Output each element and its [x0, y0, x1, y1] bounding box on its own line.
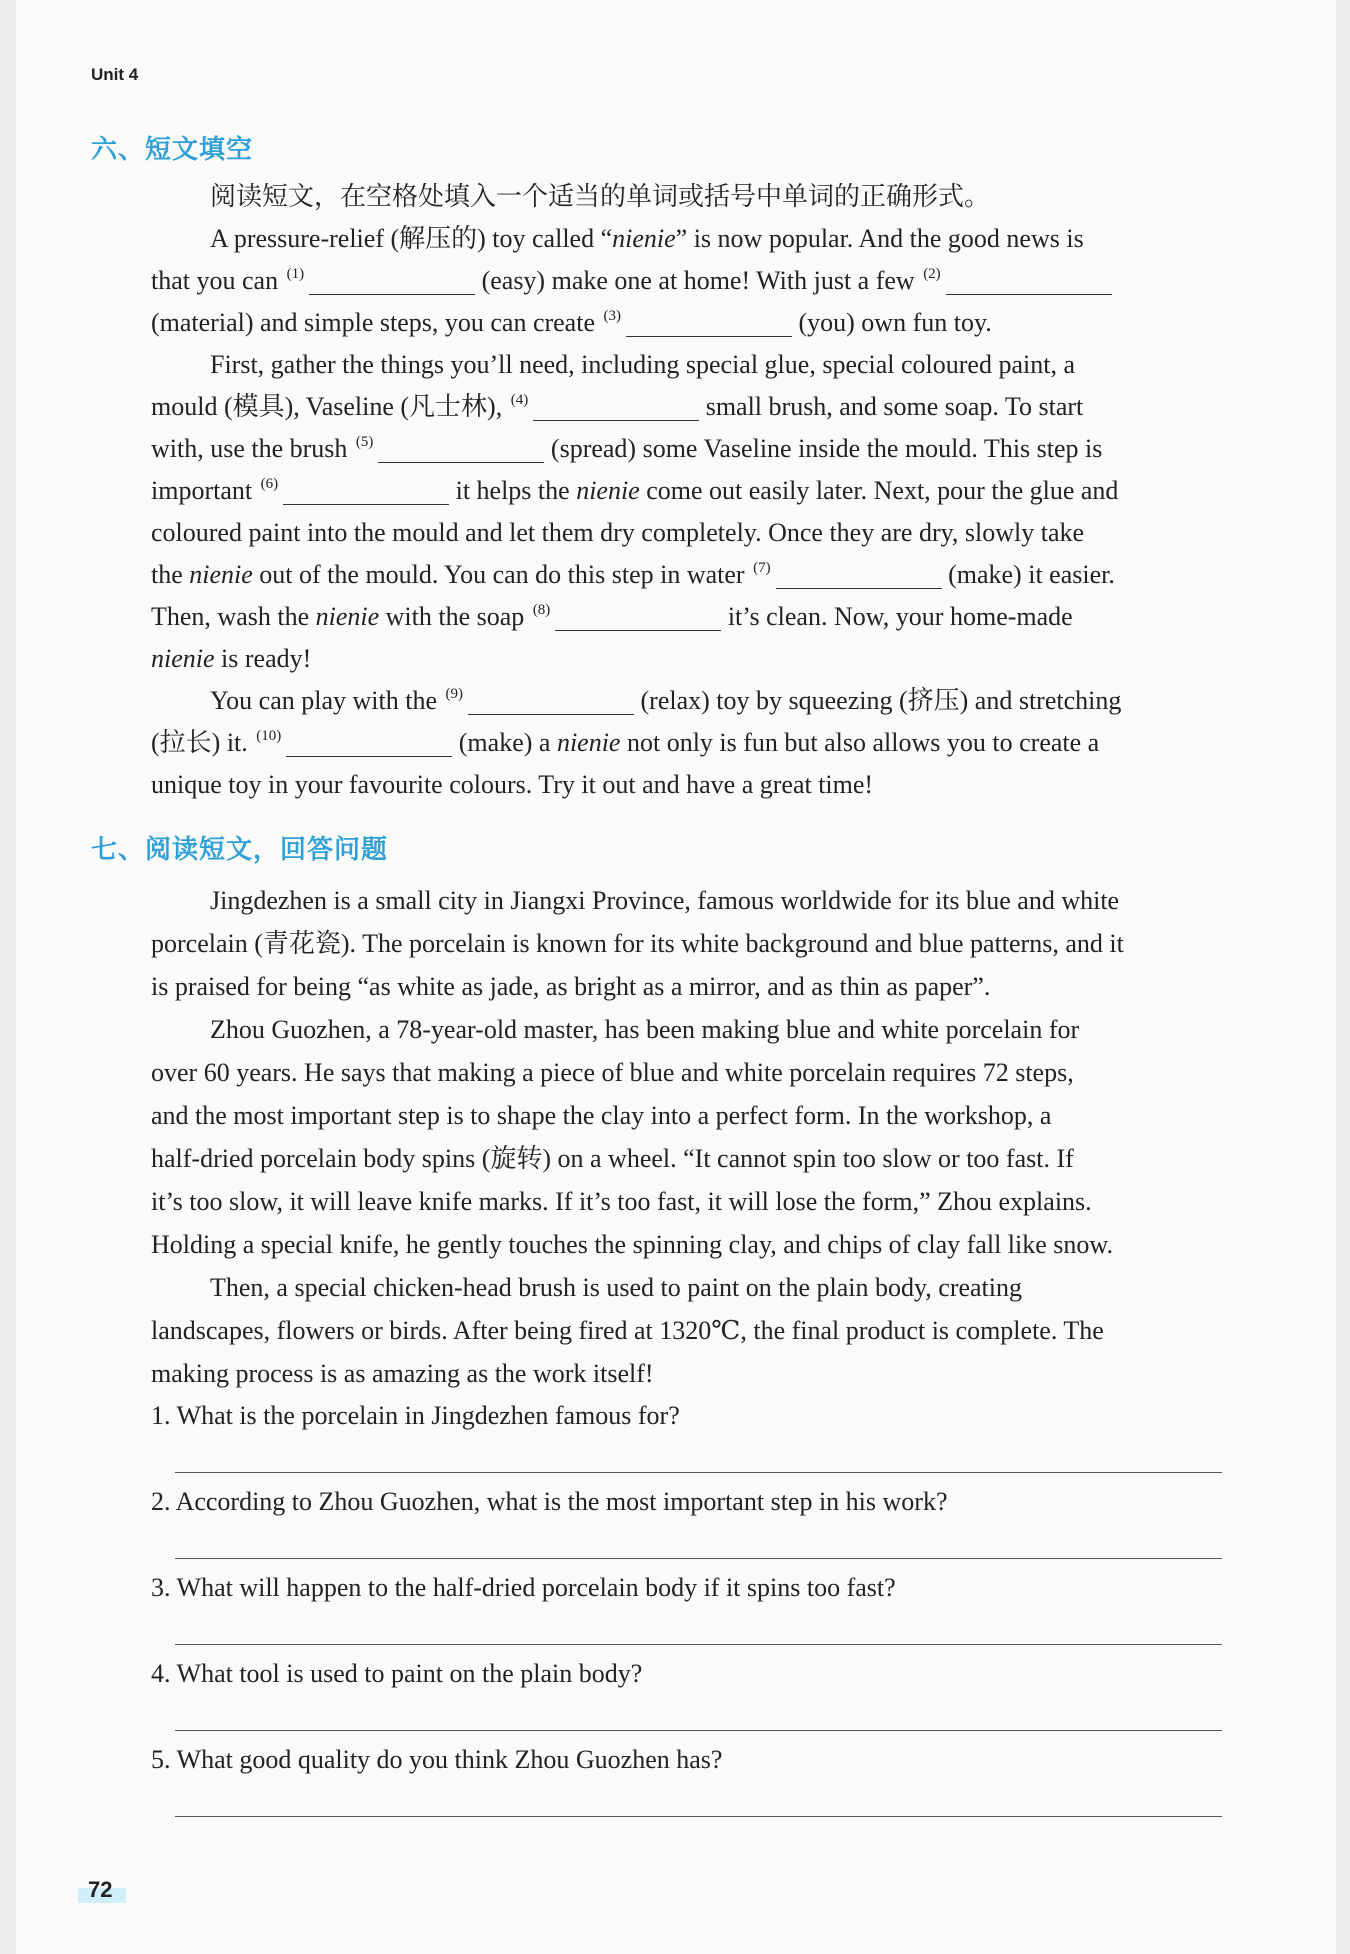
text-segment: small brush, and some soap. To start — [699, 392, 1084, 421]
text-segment: is ready! — [214, 644, 312, 673]
answer-blank — [309, 274, 475, 295]
text-segment: A pressure-relief (解压的) toy called “ — [210, 224, 613, 253]
numbered-blank — [259, 476, 450, 505]
unit-label: Unit 4 — [91, 65, 139, 84]
passage-line — [151, 680, 1271, 722]
text-segment: that you can — [151, 266, 285, 295]
text-segment: First, gather the things you’ll need, including special glue, special coloured paint, a — [210, 350, 1075, 379]
page-number: 72 — [88, 1877, 113, 1902]
text-segment: (make) a — [452, 728, 557, 757]
question-list — [151, 1394, 1251, 1824]
cloze-paragraph — [151, 680, 1271, 806]
question-item — [151, 1566, 1251, 1652]
text-segment: with, use the brush — [151, 434, 354, 463]
text-segment: unique toy in your favourite colours. Try it out and have a great time! — [151, 770, 874, 799]
numbered-blank — [601, 308, 792, 337]
answer-line — [175, 1472, 1222, 1473]
text-segment: (拉长) it. — [151, 728, 255, 757]
text-segment: (make) it easier. — [941, 560, 1115, 589]
text-segment: (relax) toy by squeezing (挤压) and stretching — [634, 686, 1122, 715]
numbered-blank — [254, 728, 452, 757]
blank-number: (2) — [923, 266, 941, 282]
numbered-blank — [531, 602, 722, 631]
blank-number: (4) — [510, 392, 529, 408]
passage-line — [151, 638, 1271, 680]
question-text: 1. What is the porcelain in Jingdezhen famous for? — [151, 1401, 680, 1430]
section-heading-reading: 七、阅读短文，回答问题 — [91, 835, 389, 865]
passage-line: it’s too slow, it will leave knife marks. If it’s too fast, it will lose the form,” Zhou explains. — [151, 1187, 1092, 1216]
text-segment: mould (模具), Vaseline (凡士林), — [151, 392, 509, 421]
text-segment: (easy) make one at home! With just a few — [475, 266, 922, 295]
answer-blank — [626, 316, 792, 337]
italic-word: nienie — [612, 224, 676, 253]
passage-line — [151, 722, 1271, 764]
numbered-blank — [509, 392, 700, 421]
cloze-paragraph — [151, 344, 1271, 680]
numbered-blank — [921, 266, 1112, 295]
question-item — [151, 1652, 1251, 1738]
cloze-paragraph — [151, 218, 1271, 344]
text-segment: not only is fun but also allows you to create a — [620, 728, 1100, 757]
text-segment: it helps the — [449, 476, 577, 505]
question-item — [151, 1480, 1251, 1566]
italic-word: nienie — [189, 560, 253, 589]
question-text: 5. What good quality do you think Zhou Guozhen has? — [151, 1745, 723, 1774]
passage-line: half-dried porcelain body spins (旋转) on a wheel. “It cannot spin too slow or too fast. If — [151, 1144, 1074, 1173]
text-segment: (you) own fun toy. — [791, 308, 992, 337]
question-text: 3. What will happen to the half-dried porcelain body if it spins too fast? — [151, 1573, 896, 1602]
passage-line — [151, 428, 1271, 470]
numbered-blank — [444, 686, 635, 715]
answer-blank — [776, 568, 942, 589]
question-item — [151, 1394, 1251, 1480]
text-segment: You can play with the — [210, 686, 444, 715]
blank-number: (7) — [753, 560, 771, 576]
passage-line — [151, 218, 1271, 260]
blank-number: (3) — [603, 308, 621, 324]
answer-blank — [946, 274, 1112, 295]
answer-blank — [555, 610, 721, 631]
passage-line — [151, 302, 1271, 344]
question-text: 4. What tool is used to paint on the plain body? — [151, 1659, 643, 1688]
answer-line — [175, 1730, 1222, 1731]
passage-line — [151, 764, 1271, 806]
answer-line — [175, 1644, 1222, 1645]
blank-number: (6) — [260, 476, 279, 492]
passage-line: Holding a special knife, he gently touches the spinning clay, and chips of clay fall like snow. — [151, 1230, 1113, 1259]
italic-word: nienie — [315, 602, 380, 631]
blank-number: (5) — [355, 434, 374, 450]
blank-number: (10) — [256, 728, 282, 744]
passage-line: landscapes, flowers or birds. After being fired at 1320℃, the final product is complete. The — [151, 1316, 1104, 1345]
reading-paragraph — [151, 1266, 1271, 1395]
blank-number: (1) — [286, 266, 305, 282]
passage-line: is praised for being “as white as jade, as bright as a mirror, and as thin as paper”. — [151, 972, 991, 1001]
passage-line — [151, 596, 1271, 638]
answer-blank — [378, 442, 544, 463]
cloze-instruction: 阅读短文，在空格处填入一个适当的单词或括号中单词的正确形式。 — [210, 182, 991, 211]
blank-number: (8) — [532, 602, 551, 618]
passage-line: over 60 years. He says that making a piece of blue and white porcelain requires 72 steps, — [151, 1058, 1074, 1087]
passage-line: porcelain (青花瓷). The porcelain is known for its white background and blue patterns, and it — [151, 929, 1124, 958]
passage-line: Jingdezhen is a small city in Jiangxi Province, famous worldwide for its blue and white — [210, 886, 1120, 915]
italic-word: nienie — [151, 644, 215, 673]
italic-word: nienie — [556, 728, 621, 757]
answer-blank — [286, 736, 452, 757]
passage-line: and the most important step is to shape the clay into a perfect form. In the workshop, a — [151, 1101, 1052, 1130]
section-heading-cloze: 六、短文填空 — [91, 135, 254, 165]
numbered-blank — [751, 560, 942, 589]
question-item — [151, 1738, 1251, 1824]
text-segment: (spread) some Vaseline inside the mould. This step is — [544, 434, 1103, 463]
text-segment: important — [151, 476, 259, 505]
text-segment: out of the mould. You can do this step in water — [252, 560, 752, 589]
text-segment: coloured paint into the mould and let them dry completely. Once they are dry, slowly take — [151, 518, 1085, 547]
answer-line — [175, 1558, 1222, 1559]
answer-line — [175, 1816, 1222, 1817]
passage-line — [151, 344, 1271, 386]
numbered-blank — [285, 266, 476, 295]
passage-line — [151, 386, 1271, 428]
text-segment: the — [151, 560, 190, 589]
text-segment: ” is now popular. And the good news is — [675, 224, 1084, 253]
numbered-blank — [354, 434, 545, 463]
passage-line — [151, 260, 1271, 302]
text-segment: it’s clean. Now, your home-made — [721, 602, 1073, 631]
passage-line — [151, 512, 1271, 554]
answer-blank — [283, 484, 449, 505]
passage-line: Then, a special chicken-head brush is used to paint on the plain body, creating — [210, 1273, 1023, 1302]
blank-number: (9) — [445, 686, 464, 702]
reading-passage — [151, 879, 1271, 1395]
text-segment: with the soap — [379, 602, 531, 631]
passage-line: Zhou Guozhen, a 78-year-old master, has been making blue and white porcelain for — [210, 1015, 1080, 1044]
italic-word: nienie — [576, 476, 640, 505]
passage-line — [151, 470, 1271, 512]
question-text: 2. According to Zhou Guozhen, what is the most important step in his work? — [151, 1487, 948, 1516]
text-segment: Then, wash the — [151, 602, 316, 631]
text-segment: come out easily later. Next, pour the glue and — [639, 476, 1119, 505]
reading-paragraph — [151, 879, 1271, 1008]
text-segment: (material) and simple steps, you can create — [151, 308, 602, 337]
cloze-passage — [151, 176, 1271, 806]
answer-blank — [468, 694, 634, 715]
answer-blank — [533, 400, 699, 421]
reading-paragraph — [151, 1008, 1271, 1266]
passage-line — [151, 554, 1271, 596]
passage-line: making process is as amazing as the work itself! — [151, 1359, 654, 1388]
